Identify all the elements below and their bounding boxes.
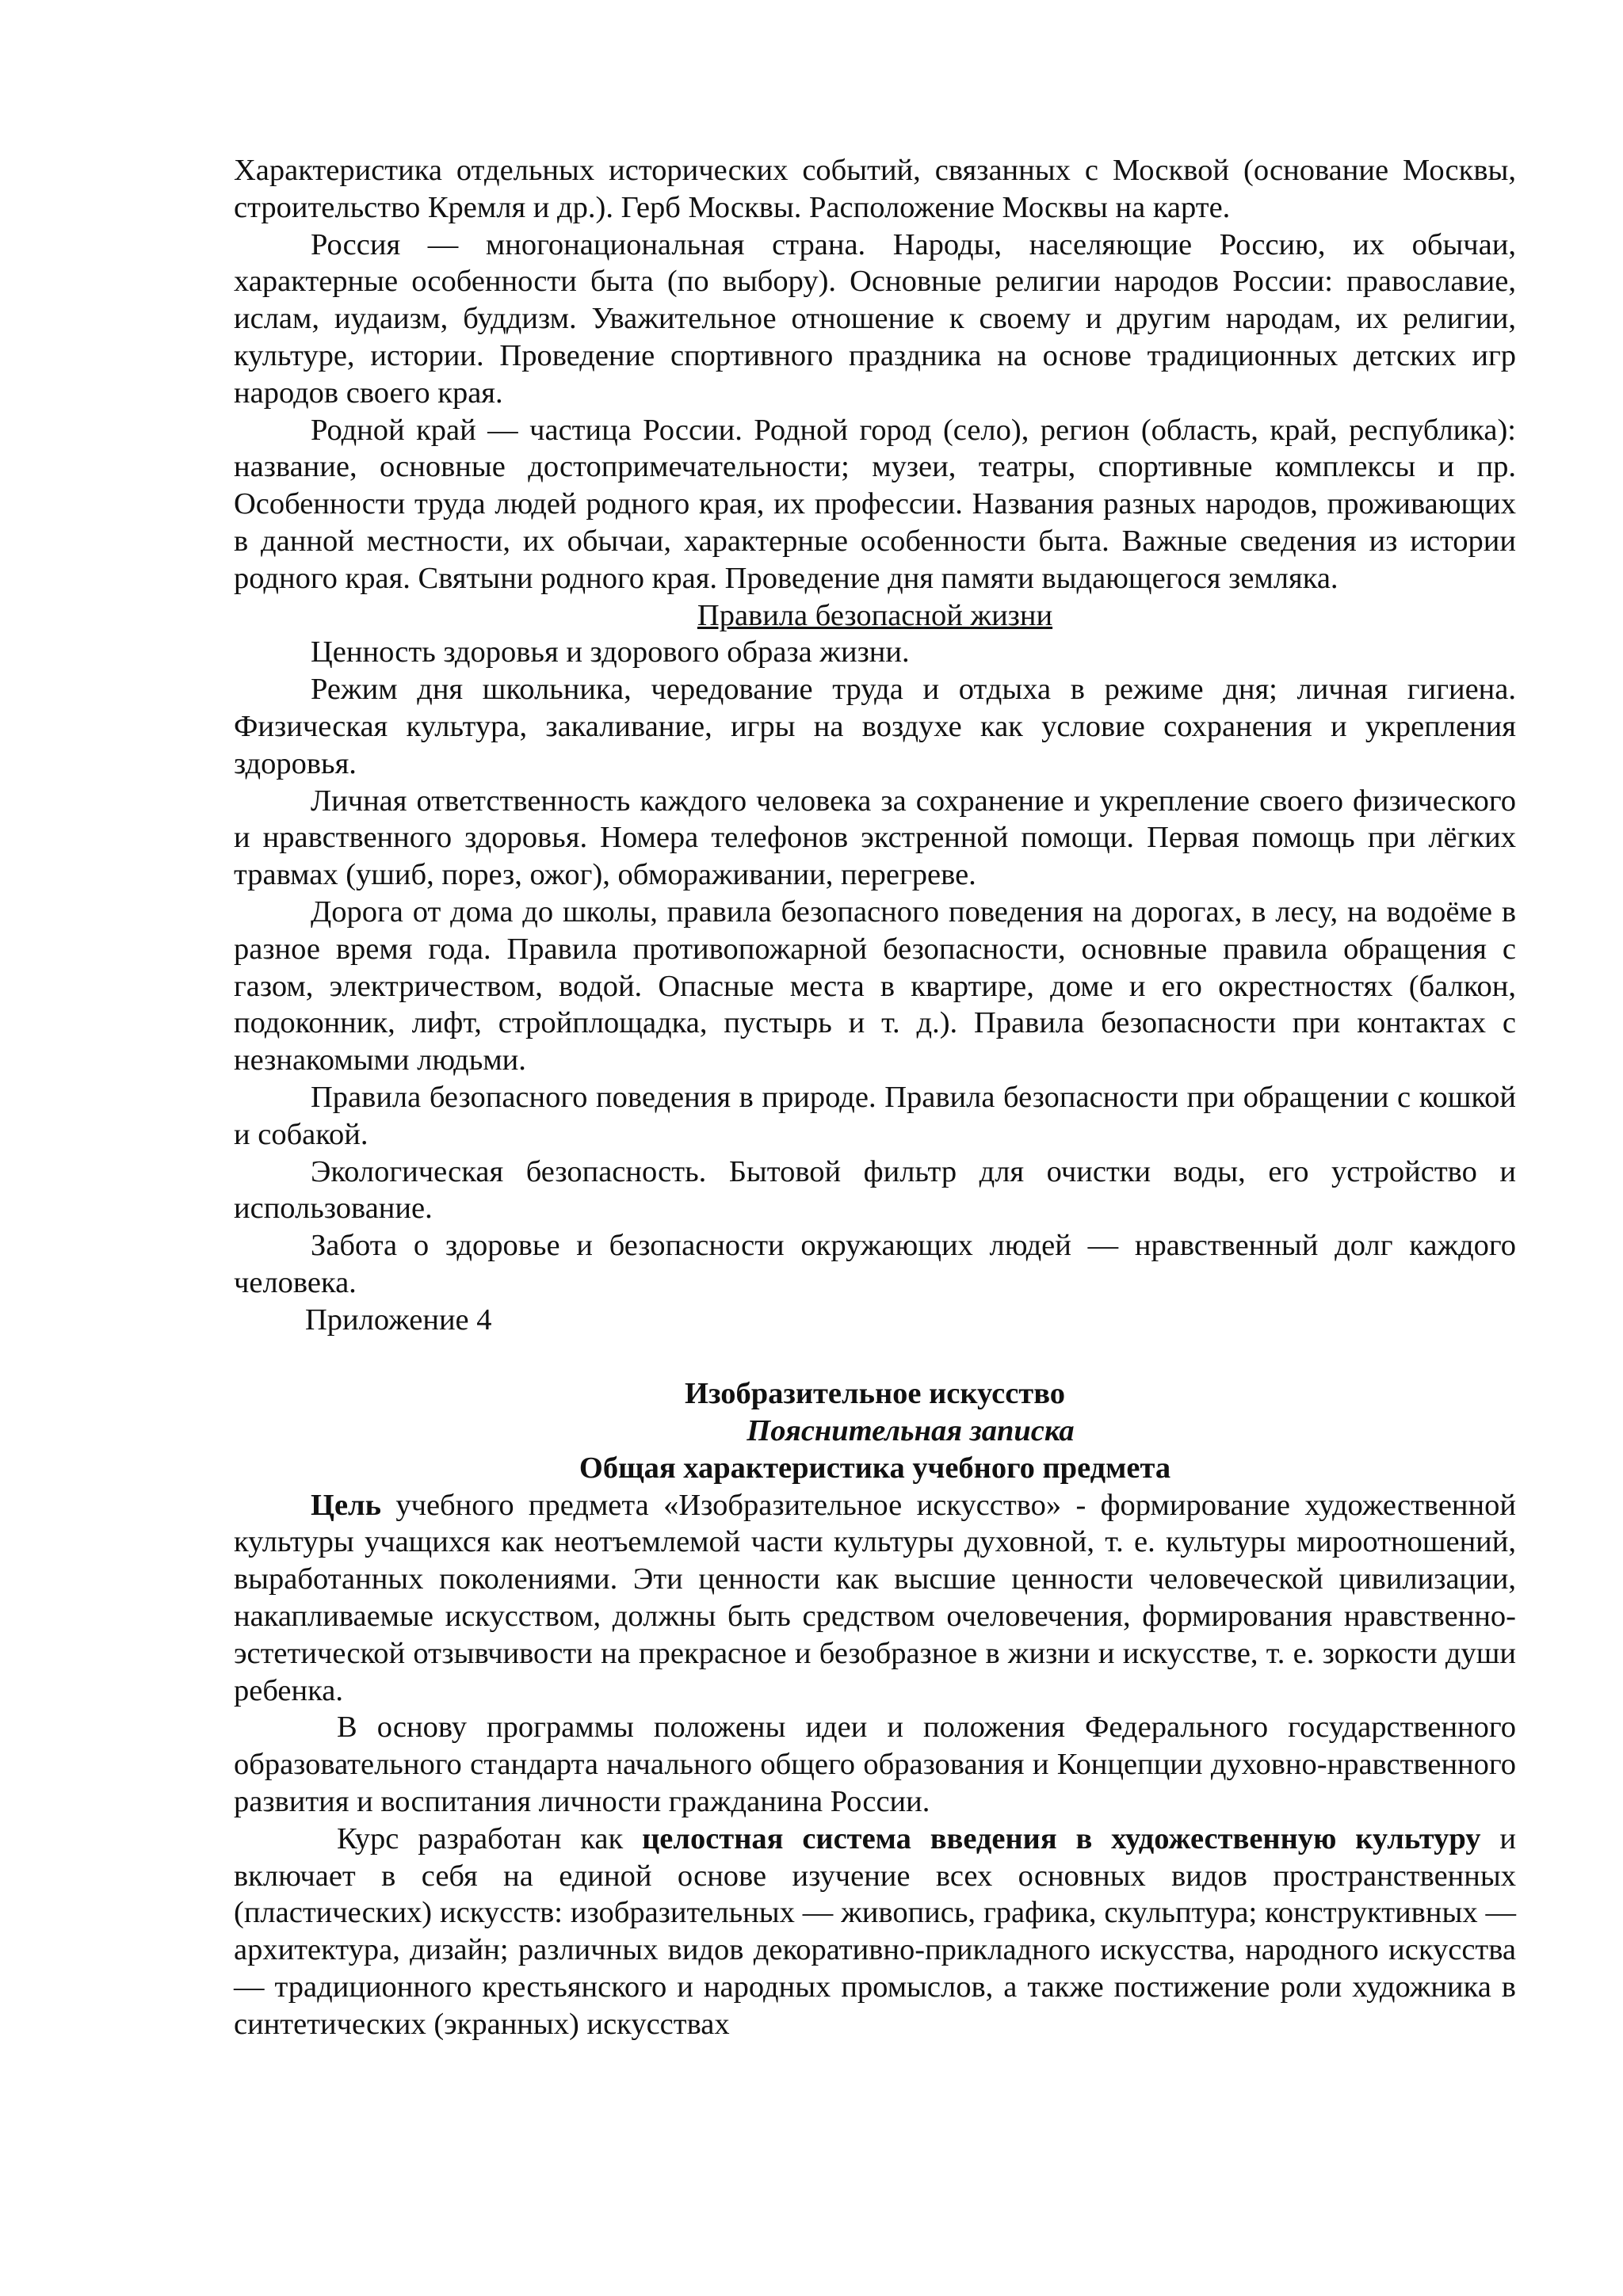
paragraph-responsibility: Личная ответственность каждого человека за сохранение и укрепление своего физического и нравственного здоровья. Номера телефонов экстренной помощи. Первая помощь при лёгких травмах (ушиб, порез, ожог), обмораживании, перегреве. bbox=[234, 784, 1516, 892]
heading-safe-life: Правила безопасной жизни bbox=[697, 598, 1053, 632]
paragraph-goal bbox=[234, 1487, 1516, 1710]
paragraph-nature-safety: Правила безопасного поведения в природе. Правила безопасности при обращении с кошкой и собакой. bbox=[234, 1080, 1516, 1151]
blank-line bbox=[234, 1339, 1516, 1376]
paragraph-russia-nations: Россия — многонациональная страна. Народы, населяющие Россию, их обычаи, характерные особенности быта (по выбору). Основные религии народов России: православие, ислам, иудаизм, буддизм. Уважительное отношение к своему и другим народам, их религии, культуре, истории. Проведение спортивного праздника на основе традиционных детских игр народов своего края. bbox=[234, 227, 1516, 410]
appendix-label: Приложение 4 bbox=[305, 1302, 492, 1337]
paragraph-basis: В основу программы положены идеи и положения Федерального государственного образовательного стандарта начального общего образования и Концепции духовно-нравственного развития и воспитания личности гражданина России. bbox=[234, 1711, 1516, 1819]
paragraph-moscow-history: Характеристика отдельных исторических событий, связанных с Москвой (основание Москвы, строительство Кремля и др.). Герб Москвы. Расположение Москвы на карте. bbox=[234, 154, 1516, 224]
section-title: Изобразительное искусство bbox=[685, 1377, 1065, 1411]
course-rest: и включает в себя на единой основе изучение всех основных видов пространственных (пластических) искусств: изобразительных — живопись, графика, скульптура; конструктивных — архитектура, дизайн; различных видов декоративно-прикладного искусства, народного искусства — традиционного крестьянского и народных промыслов, а также постижение роли художника в синтетических (экранных) искусствах bbox=[234, 1821, 1516, 2041]
paragraph-road-safety: Дорога от дома до школы, правила безопасного поведения на дорогах, в лесу, на водоёме в разное время года. Правила противопожарной безопасности, основные правила обращения с газом, электричеством, водой. Опасные места в квартире, доме и его окрестностях (балкон, подоконник, лифт, стройплощадка, пустырь и т. д.). Правила безопасности при контактах с незнакомыми людьми. bbox=[234, 894, 1516, 1077]
document-page bbox=[234, 152, 1516, 2043]
goal-keyword: Цель bbox=[311, 1488, 381, 1522]
section-subtitle: Пояснительная записка bbox=[747, 1414, 1075, 1448]
paragraph-ecology: Экологическая безопасность. Бытовой фильтр для очистки воды, его устройство и использование. bbox=[234, 1154, 1516, 1226]
paragraph-health-value: Ценность здоровья и здорового образа жизни. bbox=[311, 635, 910, 669]
course-bold-phrase: целостная система введения в художественную культуру bbox=[642, 1821, 1481, 1855]
course-lead: Курс разработан как bbox=[337, 1821, 643, 1855]
goal-text: учебного предмета «Изобразительное искусство» - формирование художественной культуры учащихся как неотъемлемой части культуры духовной, т. е. культуры мироотношений, выработанных поколениями. Эти ценности как высшие ценности человеческой цивилизации, накапливаемые искусством, должны быть средством очеловечения, формирования нравственно-эстетической отзывчивости на прекрасное и безобразное в жизни и искусстве, т. е. зоркости души ребенка. bbox=[234, 1488, 1516, 1707]
paragraph-native-land: Родной край — частица России. Родной город (село), регион (область, край, республика): название, основные достопримечательности; музеи, театры, спортивные комплексы и пр. Особенности труда людей родного края, их профессии. Названия разных народов, проживающих в данной местности, их обычаи, характерные особенности быта. Важные сведения из истории родного края. Святыни родного края. Проведение дня памяти выдающегося земляка. bbox=[234, 413, 1516, 595]
paragraph-daily-routine: Режим дня школьника, чередование труда и отдыха в режиме дня; личная гигиена. Физическая культура, закаливание, игры на воздухе как условие сохранения и укрепления здоровья. bbox=[234, 673, 1516, 780]
paragraph-course bbox=[234, 1821, 1516, 2043]
section-heading: Общая характеристика учебного предмета bbox=[579, 1451, 1171, 1485]
paragraph-care: Забота о здоровье и безопасности окружающих людей — нравственный долг каждого человека. bbox=[234, 1229, 1516, 1299]
